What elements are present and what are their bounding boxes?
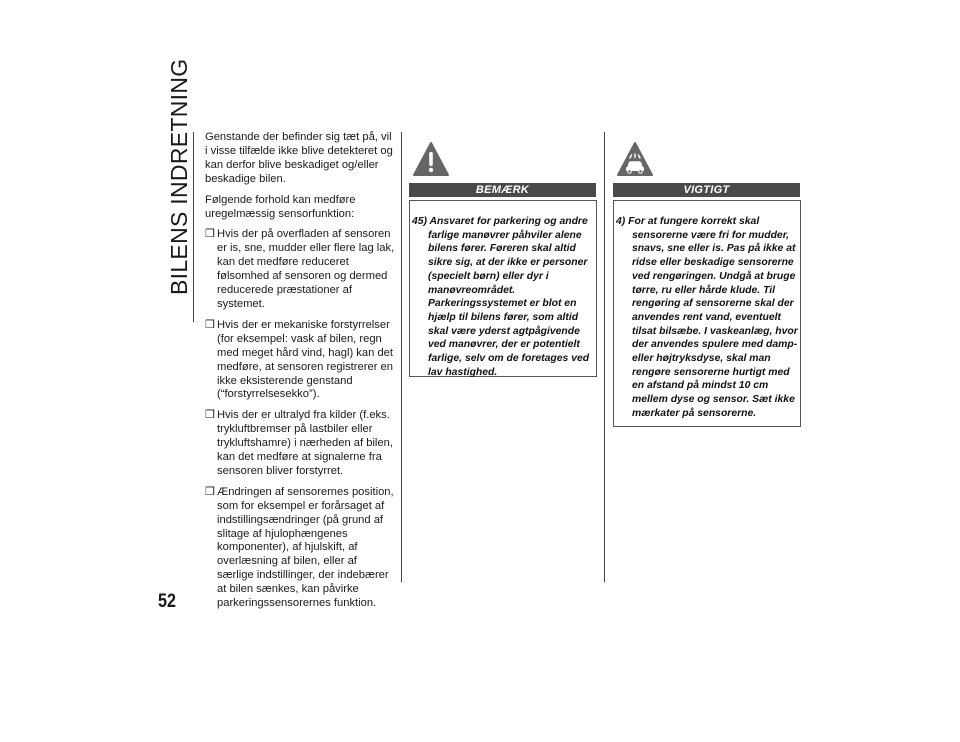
intro-paragraph: Genstande der befinder sig tæt på, vil i visse tilfælde ikke blive detekteret og kan derfor blive beskadiget og/eller beskadige bilen.	[205, 131, 393, 185]
notice-item-number: 45)	[412, 216, 428, 227]
checkbox-bullet-icon: ❒	[205, 485, 215, 498]
list-item-text: Hvis der på overfladen af sensoren er is, sne, mudder eller flere lag lak, kan det medføre reduceret følsomhed af sensoren og dermed reducerede præstationer af systemet.	[217, 228, 395, 310]
body-text-column	[205, 131, 395, 618]
column-divider-1	[401, 132, 402, 582]
notice-box	[409, 200, 597, 377]
list-item-text: Ændringen af sensorernes position, som for eksempel er forårsaget af indstillingsændringer (på grund af slitage af hjulophængenes komponenter), af hjulskift, af overlæsning af bilen, eller af særlige indstillinger, der indebærer at bilen sænkes, kan påvirke parkeringssensorernes funktion.	[217, 485, 394, 610]
car-care-icon	[616, 141, 654, 179]
important-box	[613, 200, 801, 427]
list-item	[205, 486, 395, 611]
list-item-text: Hvis der er mekaniske forstyrrelser (for eksempel: vask af bilen, regn med meget hård vind, hagl) kan det medføre, at sensoren registrerer en ikke eksisterende genstand (“forstyrrelsesekko”).	[217, 318, 393, 401]
checkbox-bullet-icon: ❒	[205, 409, 215, 422]
checkbox-bullet-icon: ❒	[205, 228, 215, 241]
notice-heading-banner: BEMÆRK	[409, 183, 596, 197]
page-number: 52	[158, 591, 176, 612]
checkbox-bullet-icon: ❒	[205, 318, 215, 331]
warning-triangle-icon	[412, 141, 450, 179]
list-item	[205, 409, 395, 479]
important-item	[616, 215, 798, 421]
lead-paragraph: Følgende forhold kan medføre uregelmæssig sensorfunktion:	[205, 193, 356, 220]
section-divider	[193, 132, 194, 322]
important-heading-banner: VIGTIGT	[613, 183, 800, 197]
notice-item-text: Ansvaret for parkering og andre farlige manøvrer påhviler alene bilens fører. Føreren skal altid sikre sig, at der ikke er personer (specielt børn) eller dyr i manøvreområdet. Parkeringssystemet er blot en hjælp til bilens fører, som altid skal være yderst agtpågivende ved manøvrer, der er potentielt farlige, selv om de foretages ved lav hastighed.	[428, 216, 590, 378]
important-item-number: 4)	[616, 216, 626, 227]
important-item-text: For at fungere korrekt skal sensorerne være fri for mudder, snavs, sne eller is. Pas på ikke at ridse eller beskadige sensorerne ved rengøringen. Undgå at bruge tørre, ru eller hårde klude. Til rengøring af sensorerne skal der anvendes rent vand, eventuelt tilsat bilsæbe. I vaskeanlæg, hvor der anvendes spulere med damp- eller højtryksdyse, skal man rengøre sensorerne hurtigt med en afstand på mindst 10 cm mellem dyse og sensor. Sæt ikke mærkater på sensorerne.	[628, 216, 798, 419]
section-title: BILENS INDRETNING	[166, 58, 192, 295]
column-divider-2	[604, 132, 605, 582]
list-item	[205, 319, 395, 402]
list-item	[205, 228, 395, 311]
list-item-text: Hvis der er ultralyd fra kilder (f.eks. trykluftbremser på lastbiler eller trykluftshamre) i nærheden af bilen, kan det medføre at signalerne fra sensoren bliver forstyrret.	[217, 409, 393, 477]
notice-item	[412, 215, 592, 379]
